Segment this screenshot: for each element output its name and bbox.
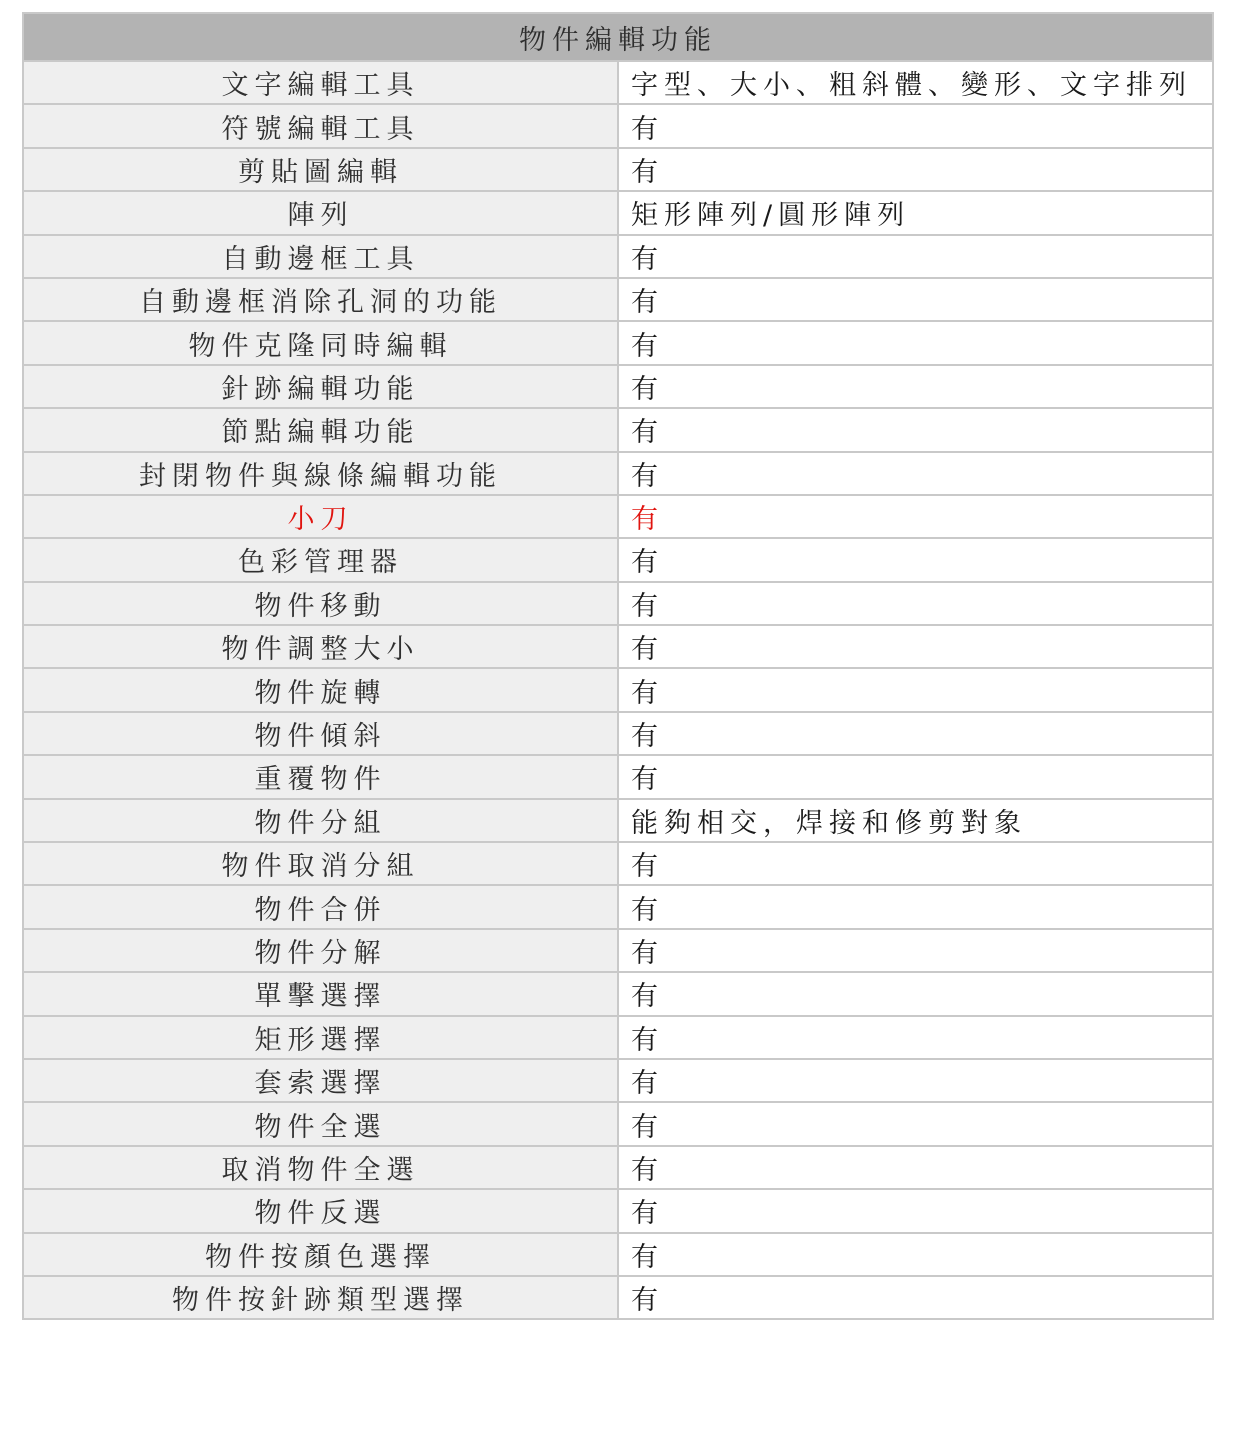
feature-value-cell: 有 (618, 365, 1213, 408)
feature-name-cell: 物件按顏色選擇 (23, 1233, 618, 1276)
feature-value-cell: 有 (618, 625, 1213, 668)
feature-value-cell: 有 (618, 408, 1213, 451)
feature-value-cell: 有 (618, 495, 1213, 538)
table-row (23, 408, 1213, 451)
feature-value-cell: 能夠相交，焊接和修剪對象 (618, 799, 1213, 842)
feature-value-cell: 有 (618, 1146, 1213, 1189)
table-row (23, 625, 1213, 668)
feature-name-cell: 物件移動 (23, 582, 618, 625)
feature-name-cell: 物件取消分組 (23, 842, 618, 885)
table-row (23, 755, 1213, 798)
feature-name-cell: 物件合併 (23, 885, 618, 928)
feature-name-cell: 節點編輯功能 (23, 408, 618, 451)
feature-value-cell: 有 (618, 538, 1213, 581)
feature-name-cell: 剪貼圖編輯 (23, 148, 618, 191)
feature-value-cell: 有 (618, 972, 1213, 1015)
table-row (23, 668, 1213, 711)
table-row (23, 538, 1213, 581)
feature-name-cell: 封閉物件與線條編輯功能 (23, 452, 618, 495)
feature-name-cell: 物件分組 (23, 799, 618, 842)
feature-value-cell: 矩形陣列/圓形陣列 (618, 191, 1213, 234)
feature-value-cell: 有 (618, 1189, 1213, 1232)
feature-name-cell: 物件全選 (23, 1102, 618, 1145)
feature-name-cell: 取消物件全選 (23, 1146, 618, 1189)
feature-name-cell: 陣列 (23, 191, 618, 234)
table-row-highlighted (23, 495, 1213, 538)
feature-name-cell: 小刀 (23, 495, 618, 538)
table-row (23, 104, 1213, 147)
table-row (23, 799, 1213, 842)
table-row (23, 582, 1213, 625)
table-header (23, 13, 1213, 61)
table-row (23, 321, 1213, 364)
feature-name-cell: 物件旋轉 (23, 668, 618, 711)
table-row (23, 842, 1213, 885)
feature-name-cell: 物件克隆同時編輯 (23, 321, 618, 364)
table-row (23, 1276, 1213, 1319)
feature-name-cell: 物件分解 (23, 929, 618, 972)
feature-value-cell: 有 (618, 712, 1213, 755)
feature-name-cell: 符號編輯工具 (23, 104, 618, 147)
feature-value-cell: 有 (618, 104, 1213, 147)
table-row (23, 235, 1213, 278)
feature-value-cell: 有 (618, 582, 1213, 625)
feature-value-cell: 有 (618, 1059, 1213, 1102)
feature-value-cell: 有 (618, 321, 1213, 364)
feature-table (22, 12, 1214, 1320)
table-row (23, 885, 1213, 928)
table-title: 物件編輯功能 (23, 13, 1213, 61)
feature-value-cell: 有 (618, 885, 1213, 928)
feature-value-cell: 有 (618, 1233, 1213, 1276)
feature-name-cell: 物件按針跡類型選擇 (23, 1276, 618, 1319)
feature-name-cell: 自動邊框消除孔洞的功能 (23, 278, 618, 321)
table-row (23, 1016, 1213, 1059)
feature-value-cell: 有 (618, 929, 1213, 972)
table-row (23, 1059, 1213, 1102)
feature-value-cell: 有 (618, 842, 1213, 885)
feature-value-cell: 字型、大小、粗斜體、變形、文字排列 (618, 61, 1213, 104)
feature-name-cell: 針跡編輯功能 (23, 365, 618, 408)
table-row (23, 1102, 1213, 1145)
feature-value-cell: 有 (618, 1102, 1213, 1145)
table-row (23, 452, 1213, 495)
table-row (23, 61, 1213, 104)
feature-name-cell: 物件傾斜 (23, 712, 618, 755)
feature-name-cell: 自動邊框工具 (23, 235, 618, 278)
feature-name-cell: 物件調整大小 (23, 625, 618, 668)
feature-name-cell: 矩形選擇 (23, 1016, 618, 1059)
feature-value-cell: 有 (618, 452, 1213, 495)
table-body (23, 61, 1213, 1319)
table-row (23, 1189, 1213, 1232)
feature-name-cell: 文字編輯工具 (23, 61, 618, 104)
table-row (23, 972, 1213, 1015)
table-row (23, 929, 1213, 972)
feature-value-cell: 有 (618, 1276, 1213, 1319)
feature-name-cell: 單擊選擇 (23, 972, 618, 1015)
table-row (23, 1146, 1213, 1189)
table-row (23, 148, 1213, 191)
table-row (23, 278, 1213, 321)
feature-name-cell: 套索選擇 (23, 1059, 618, 1102)
feature-value-cell: 有 (618, 755, 1213, 798)
feature-value-cell: 有 (618, 278, 1213, 321)
table-row (23, 191, 1213, 234)
feature-value-cell: 有 (618, 668, 1213, 711)
feature-name-cell: 物件反選 (23, 1189, 618, 1232)
feature-name-cell: 重覆物件 (23, 755, 618, 798)
table-row (23, 712, 1213, 755)
feature-value-cell: 有 (618, 148, 1213, 191)
table-header-row (23, 13, 1213, 61)
table-row (23, 1233, 1213, 1276)
feature-value-cell: 有 (618, 235, 1213, 278)
table-row (23, 365, 1213, 408)
feature-name-cell: 色彩管理器 (23, 538, 618, 581)
feature-value-cell: 有 (618, 1016, 1213, 1059)
